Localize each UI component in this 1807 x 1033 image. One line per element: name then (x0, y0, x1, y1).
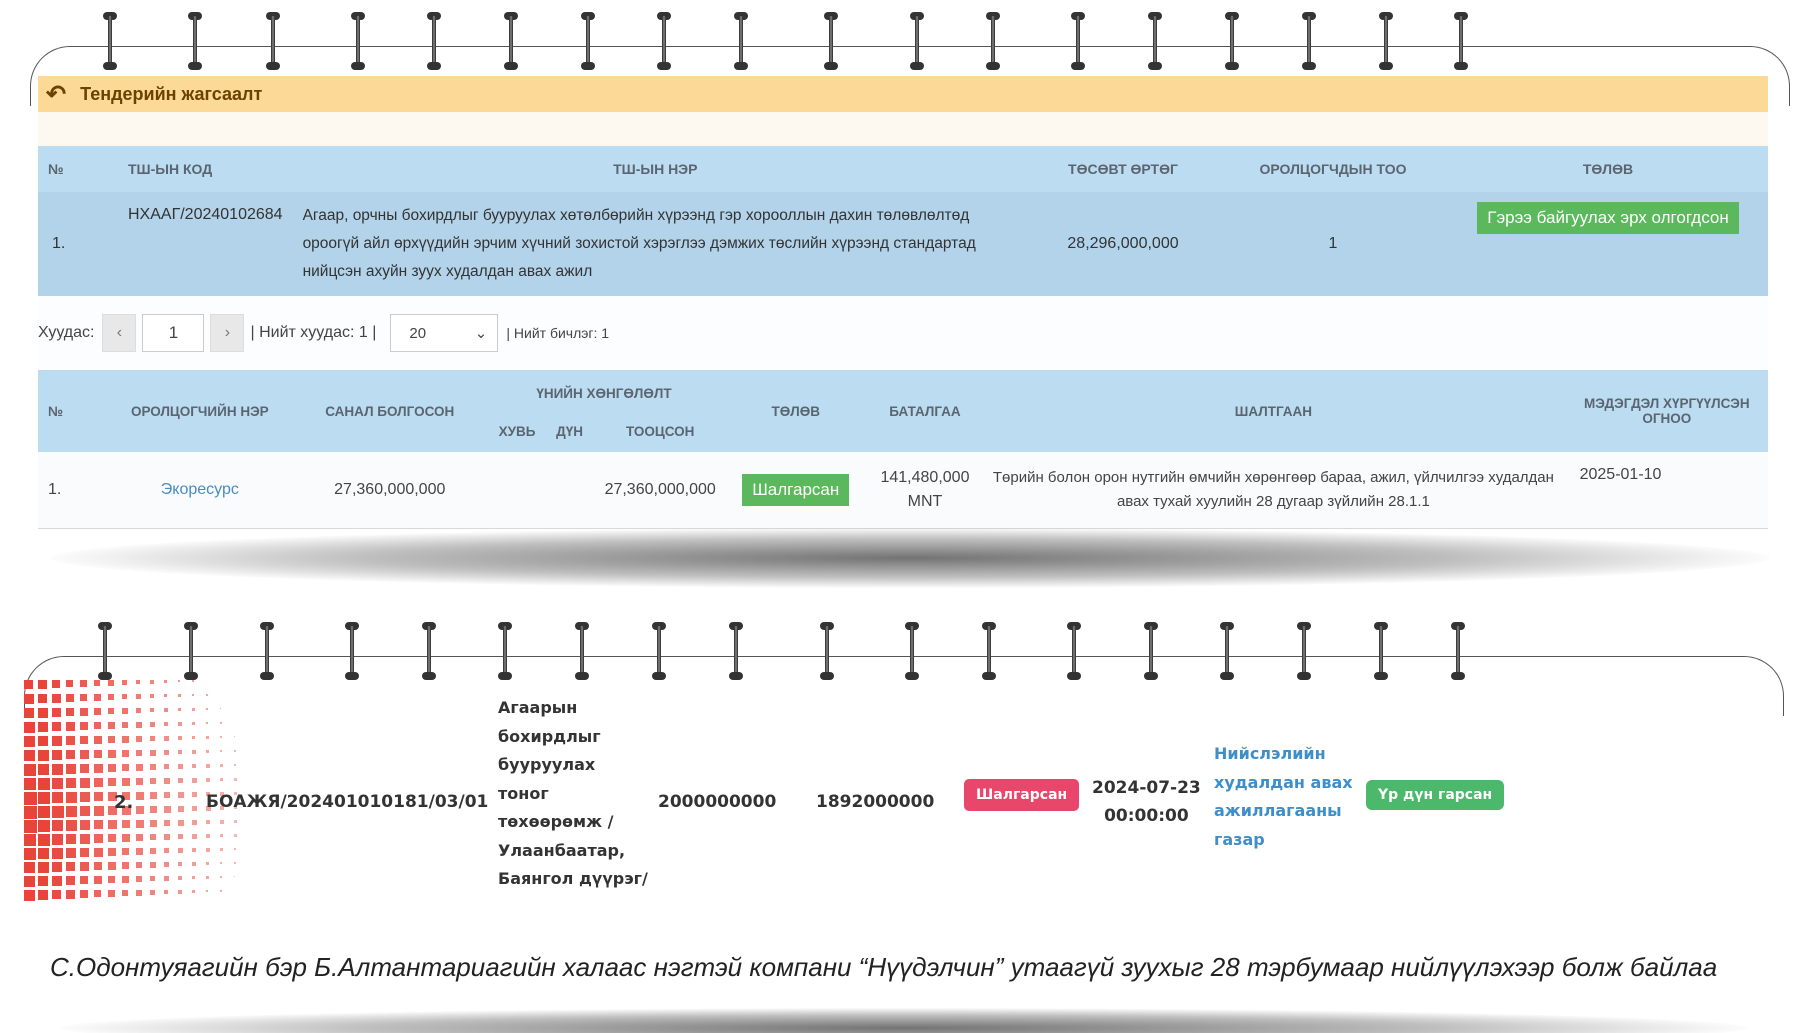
row-num: 1. (38, 452, 105, 528)
spiral-ring-icon (422, 622, 436, 680)
notebook-panel-2 (24, 620, 1784, 950)
tender-header (38, 76, 1768, 112)
row-eval-date: 2025-01-10 (1566, 452, 1768, 528)
col-num: № (38, 370, 105, 452)
spiral-ring-icon (498, 622, 512, 680)
spiral-ring-icon (1379, 12, 1393, 70)
col-num: № (38, 146, 88, 192)
participant-link[interactable]: Экоресурс (105, 452, 294, 528)
spiral-ring-icon (184, 622, 198, 680)
spiral-ring-icon (1454, 12, 1468, 70)
spiral-ring-icon (734, 12, 748, 70)
tender-table-header (38, 146, 1768, 192)
spiral-ring-icon (1225, 12, 1239, 70)
page-title: Тендерийн жагсаалт (80, 83, 263, 104)
spiral-ring-icon (1220, 622, 1234, 680)
col-participant: ОРОЛЦОГЧИЙН НЭР (105, 370, 294, 452)
spiral-ring-icon (1148, 12, 1162, 70)
row-time: 00:00:00 (1104, 806, 1189, 826)
col-calculated: ТООЦСОН (598, 411, 723, 452)
spiral-ring-icon (351, 12, 365, 70)
next-page-button[interactable]: › (210, 314, 244, 352)
spiral-ring-icon (1374, 622, 1388, 680)
table-row[interactable] (38, 192, 1768, 296)
spiral-ring-icon (1071, 12, 1085, 70)
spiral-ring-icon (820, 622, 834, 680)
total-records: | Нийт бичлэг: 1 (506, 325, 610, 341)
col-guarantee: БАТАЛГАА (869, 370, 981, 452)
row-amount (541, 452, 597, 528)
col-budget: ТӨСӨВТ ӨРТӨГ (1028, 146, 1218, 192)
spiral-ring-icon (581, 12, 595, 70)
spiral-rings (30, 12, 1790, 72)
spiral-ring-icon (103, 12, 117, 70)
row-percent (485, 452, 541, 528)
status-badge: Шалгарсан (742, 474, 849, 506)
result-badge: Үр дүн гарсан (1366, 780, 1504, 810)
spiral-rings (24, 622, 1784, 682)
spiral-ring-icon (427, 12, 441, 70)
prev-page-button[interactable]: ‹ (102, 314, 136, 352)
procurement-row[interactable] (24, 680, 1764, 930)
spiral-ring-icon (260, 622, 274, 680)
spiral-ring-icon (905, 622, 919, 680)
status-badge: Шалгарсан (964, 779, 1079, 811)
spiral-ring-icon (824, 12, 838, 70)
spiral-ring-icon (1144, 622, 1158, 680)
col-percent: ХУВЬ (485, 411, 541, 452)
col-amount: ДҮН (541, 411, 597, 452)
spiral-ring-icon (98, 622, 112, 680)
guarantee-amount: 141,480,000 (880, 468, 970, 486)
spiral-ring-icon (1302, 12, 1316, 70)
row-calculated: 27,360,000,000 (598, 452, 723, 528)
col-code: ТШ-ЫН КОД (88, 146, 283, 192)
col-reason: ШАЛТГААН (981, 370, 1565, 452)
notebook-panel-1 (30, 0, 1790, 555)
row-budget: 2000000000 (658, 792, 777, 812)
row-bid: 1892000000 (816, 792, 935, 812)
organization-link[interactable]: Нийслэлийн худалдан авах ажиллагааны газар (1214, 744, 1353, 849)
tender-panel (38, 76, 1768, 529)
status-badge: Гэрээ байгуулах эрх олгогдсон (1477, 202, 1738, 234)
row-offered: 27,360,000,000 (294, 452, 485, 528)
col-status: ТӨЛӨВ (723, 370, 869, 452)
table-row[interactable] (38, 452, 1768, 528)
col-eval-date: МЭДЭГДЭЛ ХҮРГҮҮЛСЭН ОГНОО (1566, 370, 1768, 452)
pagination (38, 296, 1768, 370)
spiral-ring-icon (910, 12, 924, 70)
spiral-ring-icon (982, 622, 996, 680)
row-budget: 28,296,000,000 (1028, 192, 1218, 296)
row-num: 2. (114, 792, 134, 813)
guarantee-currency: MNT (907, 492, 943, 510)
col-discount: ҮНИЙН ХӨНГӨЛӨЛТ (485, 370, 722, 411)
page-size-select[interactable] (390, 314, 498, 352)
spiral-ring-icon (575, 622, 589, 680)
col-status: ТӨЛӨВ (1448, 146, 1768, 192)
row-code: НХААГ/20240102684 (88, 192, 283, 296)
row-participants: 1 (1218, 192, 1448, 296)
col-name: ТШ-ЫН НЭР (283, 146, 1028, 192)
spiral-ring-icon (1451, 622, 1465, 680)
spiral-ring-icon (266, 12, 280, 70)
tender-table (38, 146, 1768, 296)
spiral-ring-icon (652, 622, 666, 680)
page-input[interactable]: 1 (142, 314, 204, 352)
col-offered: САНАЛ БОЛГОСОН (294, 370, 485, 452)
row-name: Агаар, орчны бохирдлыг бууруулах хөтөлбөрийн хүрээнд гэр хорооллын дахин төлөвлөлтөд ороогүй айл өрхүүдийн эрчим хүчний зохистой хэрэглээ дэмжих төслийн хүрээнд стандартад нийцсэн ахуйн зуух худалдан авах ажил (283, 192, 1028, 296)
bid-table (38, 370, 1768, 529)
spiral-ring-icon (729, 622, 743, 680)
col-participants: ОРОЛЦОГЧДЫН ТОО (1218, 146, 1448, 192)
row-reason: Төрийн болон орон нутгийн өмчийн хөрөнгөөр бараа, ажил, үйлчилгээ худалдан авах тухай хуулийн 28 дугаар зүйлийн 28.1.1 (981, 452, 1565, 528)
spiral-ring-icon (1297, 622, 1311, 680)
spiral-ring-icon (657, 12, 671, 70)
row-num: 1. (38, 192, 88, 296)
page-size-value: 20 (409, 324, 427, 342)
page-label: Хуудас: (38, 324, 95, 341)
row-name: Агаарын бохирдлыг бууруулах тоног төхөөрөмж / Улаанбаатар, Баянгол дүүрэг/ (498, 698, 648, 888)
spiral-ring-icon (1067, 622, 1081, 680)
caption: С.Одонтуяагийн бэр Б.Алтантариагийн халаас нэгтэй компани “Нүүдэлчин” утаагүй зуухыг 28 тэрбумаар нийлүүлэхээр болж байлаа (50, 952, 1718, 982)
spiral-ring-icon (188, 12, 202, 70)
back-arrow-icon[interactable]: ↶ (46, 80, 67, 108)
total-pages: | Нийт хуудас: 1 | (250, 324, 377, 341)
spiral-ring-icon (345, 622, 359, 680)
row-date: 2024-07-23 (1092, 778, 1201, 798)
chevron-down-icon: ⌄ (474, 325, 488, 342)
spiral-ring-icon (504, 12, 518, 70)
spiral-ring-icon (986, 12, 1000, 70)
row-code: БОАЖЯ/202401010181/03/01 (206, 792, 489, 812)
